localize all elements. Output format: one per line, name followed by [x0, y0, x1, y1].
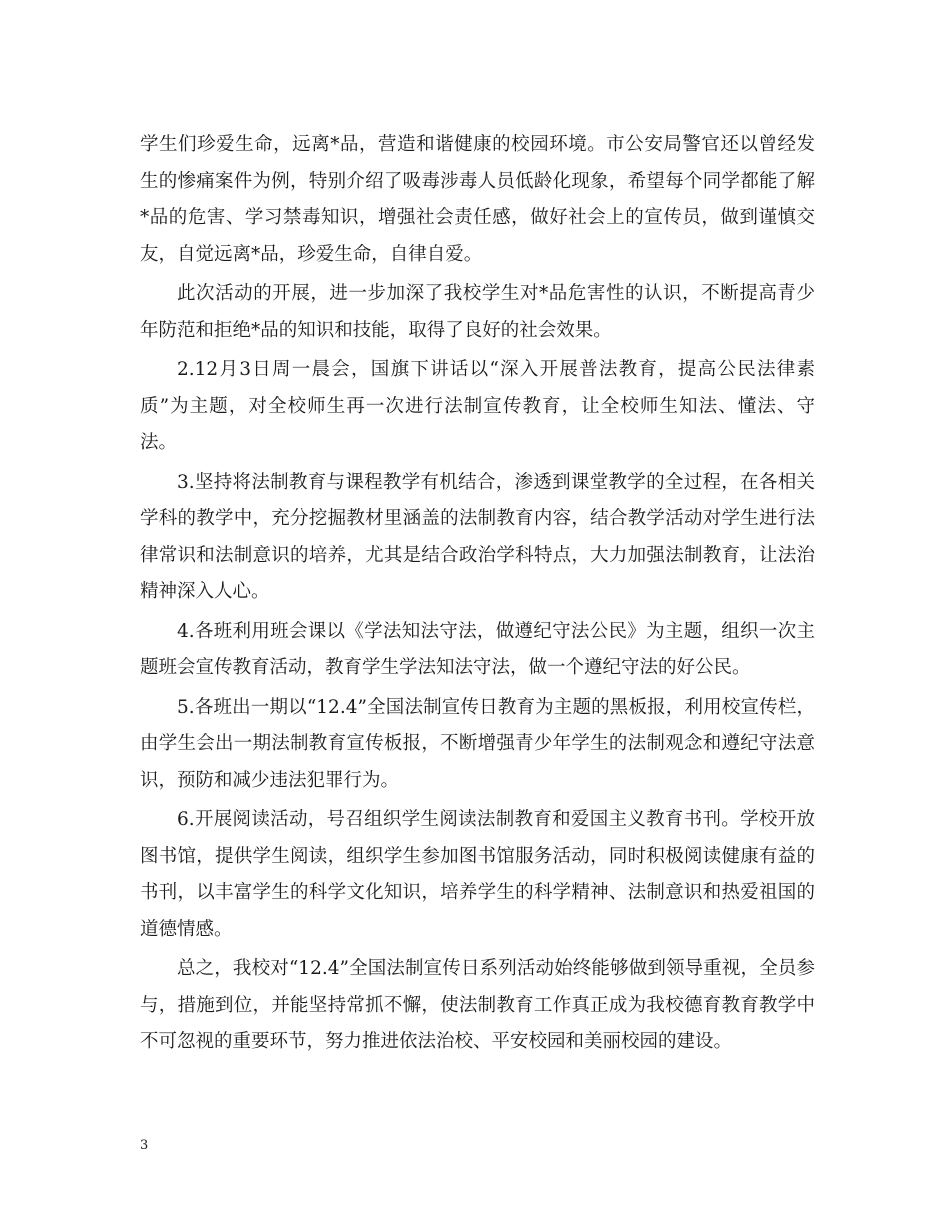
paragraph-7: 6.开展阅读活动，号召组织学生阅读法制教育和爱国主义教育书刊。学校开放图书馆，提供学生阅读，组织学生参加图书馆服务活动，同时积极阅读健康有益的书刊，以丰富学生的科学文化知识，培养学生的科学精神、法制意识和热爱祖国的道德情感。 — [140, 809, 815, 940]
page-number: 3 — [140, 1138, 149, 1153]
paragraph-1: 学生们珍爱生命，远离*品，营造和谐健康的校园环境。市公安局警官还以曾经发生的惨痛案件为例，特别介绍了吸毒涉毒人员低龄化现象，希望每个同学都能了解*品的危害、学习禁毒知识，增强社会责任感，做好社会上的宣传员，做到谨慎交友，自觉远离*品，珍爱生命，自律自爱。 — [140, 134, 815, 265]
paragraph-3: 2.12月3日周一晨会，国旗下讲话以“深入开展普法教育，提高公民法律素质”为主题，对全校师生再一次进行法制宣传教育，让全校师生知法、懂法、守法。 — [140, 359, 815, 453]
paragraph-4: 3.坚持将法制教育与课程教学有机结合，渗透到课堂教学的全过程，在各相关学科的教学中，充分挖掘教材里涵盖的法制教育内容，结合教学活动对学生进行法律常识和法制意识的培养，尤其是结合政治学科特点，大力加强法制教育，让法治精神深入人心。 — [140, 471, 815, 602]
paragraph-6: 5.各班出一期以“12.4”全国法制宣传日教育为主题的黑板报，利用校宣传栏，由学生会出一期法制教育宣传板报，不断增强青少年学生的法制观念和遵纪守法意识，预防和减少违法犯罪行为。 — [140, 696, 815, 791]
paragraph-2: 此次活动的开展，进一步加深了我校学生对*品危害性的认识，不断提高青少年防范和拒绝*品的知识和技能，取得了良好的社会效果。 — [140, 283, 815, 341]
paragraph-5: 4.各班利用班会课以《学法知法守法，做遵纪守法公民》为主题，组织一次主题班会宣传教育活动，教育学生学法知法守法，做一个遵纪守法的好公民。 — [140, 620, 815, 678]
paragraph-8: 总之，我校对“12.4”全国法制宣传日系列活动始终能够做到领导重视，全员参与，措施到位，并能坚持常抓不懈，使法制教育工作真正成为我校德育教育教学中不可忽视的重要环节，努力推进依法治校、平安校园和美丽校园的建设。 — [140, 958, 815, 1052]
document-body — [140, 127, 815, 1064]
